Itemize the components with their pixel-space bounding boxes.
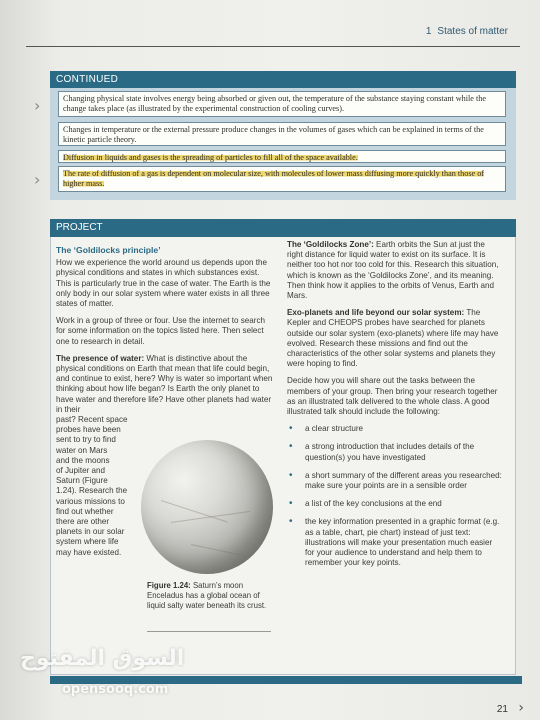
figure-caption [147,581,271,610]
exo-text: The Kepler and CHEOPS probes have searched for planets outside our solar system (exo-planets) where life may have evolved. Research these missions and find out the characteristics of the other solar systems and planets they were hoping to find. [287,308,499,369]
surface-crack [171,511,250,523]
decide-paragraph: Decide how you will share out the tasks between the members of your group. Then bring your research together as an illustrated talk delivered to the whole class. A good illustrated talk should include the following: [287,376,498,417]
wrap-line: past? Recent space [56,415,128,425]
list-item: • a strong introduction that includes details of the question(s) you have investigated [287,442,502,462]
chevron-right-icon: › [34,96,41,115]
watermark-latin: opensooq.com [62,682,169,697]
wrap-line: system where life [56,537,119,547]
wrapped-text [56,415,138,558]
wrap-line: Saturn (Figure [56,476,108,486]
goldilocks-heading: The ‘Goldilocks principle’ [56,245,161,255]
enceladus-moon-image [141,440,273,574]
caption-rule [147,631,271,632]
page-number: 21 [496,704,508,715]
presence-text: What is distinctive about the physical conditions on Earth that mean that life could begin, and continue to exist, here? Why is water so important when thinking about how life began? Is Earth the only planet to have water and therefore life? Have other planets had water in their [56,353,273,414]
statement-4 [58,166,506,192]
chevron-right-icon: › [34,170,41,189]
statement-2: Changes in temperature or the external pressure produce changes in the volumes of gases which can be explained in terms of the kinetic particle theory. [58,122,506,146]
list-item: • a clear structure [287,424,502,434]
zone-paragraph [287,240,502,301]
wrap-line: there are other [56,517,110,527]
list-item: • a list of the key conclusions at the end [287,499,502,509]
project-banner: PROJECT [50,219,516,237]
wrap-line: probes have been [56,425,121,435]
running-header [426,26,514,37]
exo-paragraph [287,308,502,369]
presence-paragraph [56,354,276,415]
surface-crack [191,544,240,555]
talk-checklist [287,424,502,568]
header-rule [26,46,520,47]
wrap-line: may have existed. [56,547,122,557]
wrap-line: sent to try to find [56,435,116,445]
wrap-line: water on Mars [56,445,108,455]
wrap-line: planets in our solar [56,527,125,537]
intro-paragraph: How we experience the world around us depends upon the physical conditions and states in which substances exist. This is particularly true in the case of water. The Earth is the only body in our solar system where water exists in all three states of matter. [56,258,271,309]
list-item: • a short summary of the different areas you researched: make sure your points are in a sensible order [287,471,502,491]
presence-title: The presence of water: [56,353,145,363]
continued-box [50,88,516,200]
zone-title: The ‘Goldilocks Zone’: [287,240,374,249]
chevron-right-icon[interactable]: › [518,700,524,716]
chapter-number: 1 [425,26,432,37]
statement-4-text: The rate of diffusion of a gas is dependent on molecular size, with molecules of lower mass diffusing more quickly than those of higher mass. [63,169,485,189]
statement-3-text: Diffusion in liquids and gases is the spreading of particles to fill all of the space available. [63,153,358,162]
exo-title: Exo-planets and life beyond our solar system: [287,308,465,318]
figure-caption-text: Saturn’s moon Enceladus has a global ocean of liquid salty water beneath its crust. [147,581,267,610]
statement-3 [58,150,506,163]
zone-text: Earth orbits the Sun at just the right distance for liquid water to exist on its surface. It is neither too hot nor too cold for this. Research this situation, which is known as the ‘Goldilocks Zone’, and its meaning. Then think how it applies to the orbits of Venus, Earth and Mars. [287,240,499,301]
wrap-line: of Jupiter and [56,466,106,476]
wrap-line: and the moons [56,455,110,465]
figure-label: Figure 1.24: [147,581,191,590]
project-right-column [287,240,502,576]
statement-1: Changing physical state involves energy being absorbed or given out, the temperature of the substance staying constant while the change takes place (as illustrated by the experimental construction of cooling curves). [58,91,506,117]
wrap-line: various missions to [56,496,125,506]
watermark-arabic: السوق المفتوح [20,646,185,671]
chapter-title: States of matter [437,26,508,37]
continued-banner: CONTINUED [50,71,516,88]
instructions-paragraph: Work in a group of three or four. Use the internet to search for some information on the topics listed here. Then select one to research in detail. [56,316,266,346]
list-item: • the key information presented in a graphic format (e.g. as a table, chart, pie chart) instead of just text: illustrations will make your presentation much easier for your audience to understand and help them to remember your key points. [287,517,502,568]
wrap-line: find out whether [56,506,114,516]
wrap-line: 1.24). Research the [56,486,128,496]
